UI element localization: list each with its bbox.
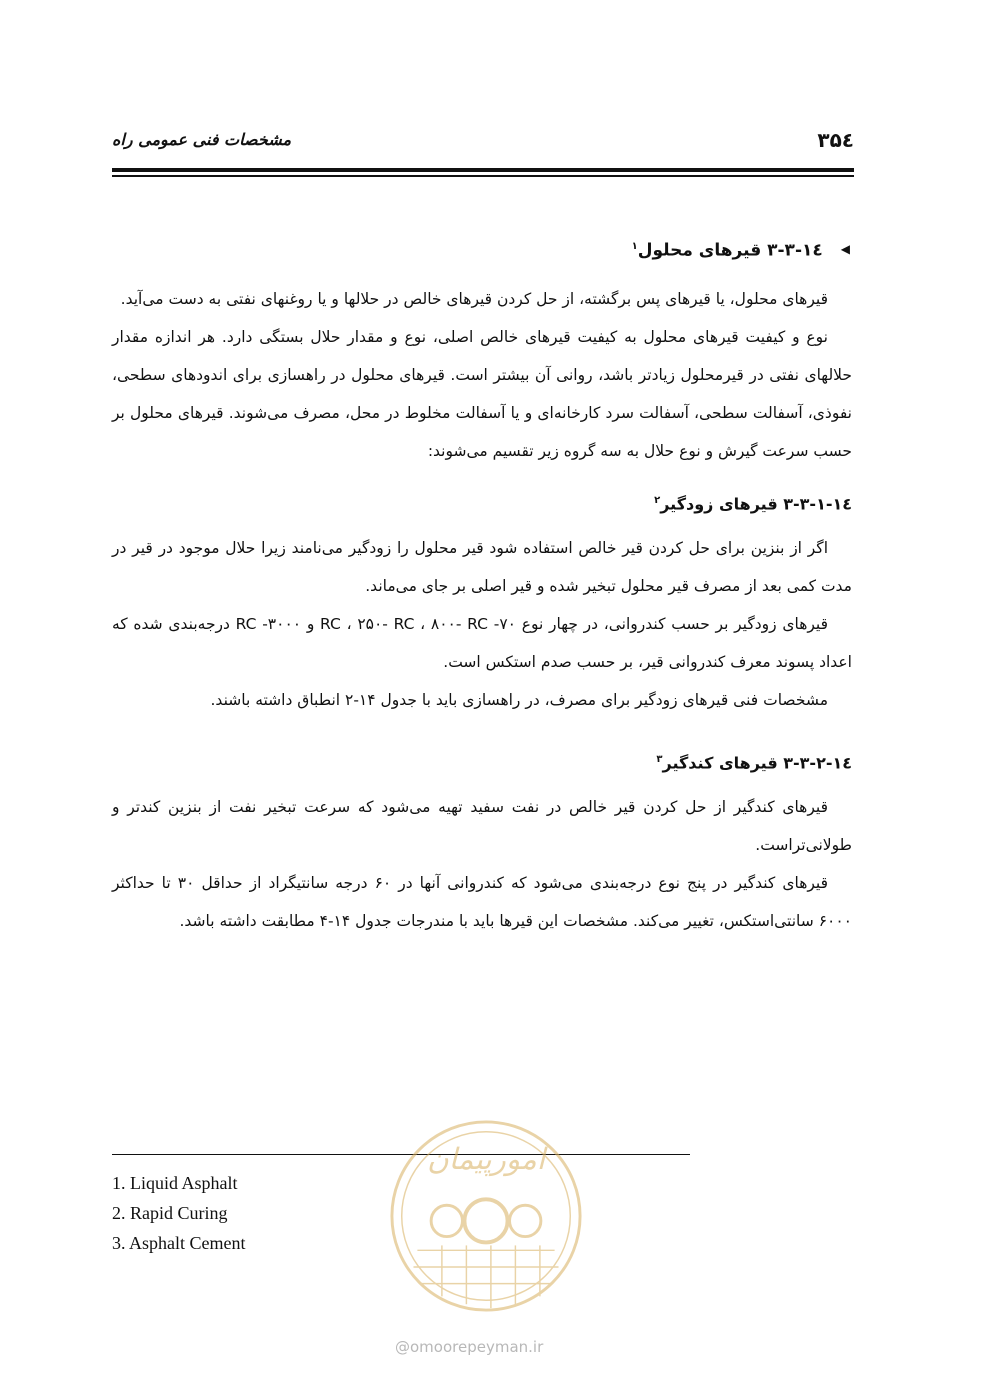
page-number: ۳۵٤ <box>817 128 854 152</box>
page-header <box>112 128 854 158</box>
paragraph: قیرهای محلول، یا قیرهای پس برگشته، از حل کردن قیرهای خالص در حلالها و یا روغنهای نفتی به دست می‌آید. <box>120 289 828 308</box>
watermark-seal-icon <box>388 1118 584 1314</box>
watermark-logo-text: امورپیمان <box>427 1141 545 1176</box>
running-title: مشخصات فنی عمومی راه <box>112 130 292 149</box>
paragraph: قیرهای کندگیر از حل کردن قیر خالص در نفت سفید تهیه می‌شود که سرعت تبخیر نفت از بنزین کندتر و طولانی‌تراست. <box>112 798 852 855</box>
footnote-item: 1. Liquid Asphalt <box>112 1173 238 1193</box>
paragraph: نوع و کیفیت قیرهای محلول به کیفیت قیرهای خالص اصلی، نوع و مقدار حلال بستگی دارد. هر اندازه مقدار حلالهای نفتی در قیرمحلول زیادتر باشد، روانی آن بیشتر است. قیرهای محلول در راهسازی برای اندودهای سطحی، نفوذی، آسفالت سطحی، آسفالت سرد کارخانه‌ای و یا آسفالت مخلوط در محل، مصرف می‌شوند. قیرهای محلول بر حسب سرعت گیرش و نوع حلال به سه گروه زیر تقسیم می‌شوند: <box>112 327 852 460</box>
subsection-heading <box>112 743 852 780</box>
at-icon: @ <box>395 1338 410 1356</box>
header-rule-thin <box>112 175 854 177</box>
main-content <box>112 230 852 940</box>
footnote-ref-1: ۱ <box>631 241 638 252</box>
footnote-ref-2: ۲ <box>654 494 661 506</box>
footnote-ref-3: ۳ <box>656 753 663 765</box>
paragraph: مشخصات فنی قیرهای زودگیر برای مصرف، در راهسازی باید با جدول ۱۴-۲ انطباق داشته باشند. <box>210 690 828 709</box>
footnotes <box>112 1168 246 1258</box>
footnote-item: 2. Rapid Curing <box>112 1203 228 1223</box>
watermark-url: @omoorepeyman.ir <box>395 1338 544 1356</box>
section-heading <box>112 230 852 268</box>
subsection-title: ۱٤-۳-۳-۱ قیرهای زودگیر <box>660 493 852 513</box>
paragraph: قیرهای کندگیر در پنج نوع درجه‌بندی می‌شود که کندروانی آنها در ۶۰ درجه سانتیگراد از حداقل ۳۰ تا حداکثر ۶۰۰۰ سانتی‌استکس، تغییر می‌کند. مشخصات این قیرها باید با مندرجات جدول ۱۴-۴ مطابقت داشته باشد. <box>112 874 852 931</box>
triangle-bullet-icon: ◀ <box>840 241 850 256</box>
subsection-title: ۱٤-۳-۳-۲ قیرهای کندگیر <box>662 753 852 773</box>
subsection-heading <box>112 484 852 521</box>
footnote-item: 3. Asphalt Cement <box>112 1233 246 1253</box>
section-title: ۱٤-۳-۳ قیرهای محلول <box>637 240 823 261</box>
paragraph: اگر از بنزین برای حل کردن قیر خالص استفاده شود قیر محلول را زودگیر می‌نامند زیرا حلال موجود در قیر در مدت کمی بعد از مصرف قیر محلول تبخیر شده و قیر اصلی بر جای می‌ماند. <box>112 538 852 595</box>
header-rule-thick <box>112 168 854 172</box>
paragraph: قیرهای زودگیر بر حسب کندروانی، در چهار نوع ۷۰- RC ، ۲۵۰- RC ، ۸۰۰- RC و ۳۰۰۰- RC درجه‌بندی شده که اعداد پسوند معرف کندروانی قیر، بر حسب صدم استکس است. <box>112 614 852 671</box>
